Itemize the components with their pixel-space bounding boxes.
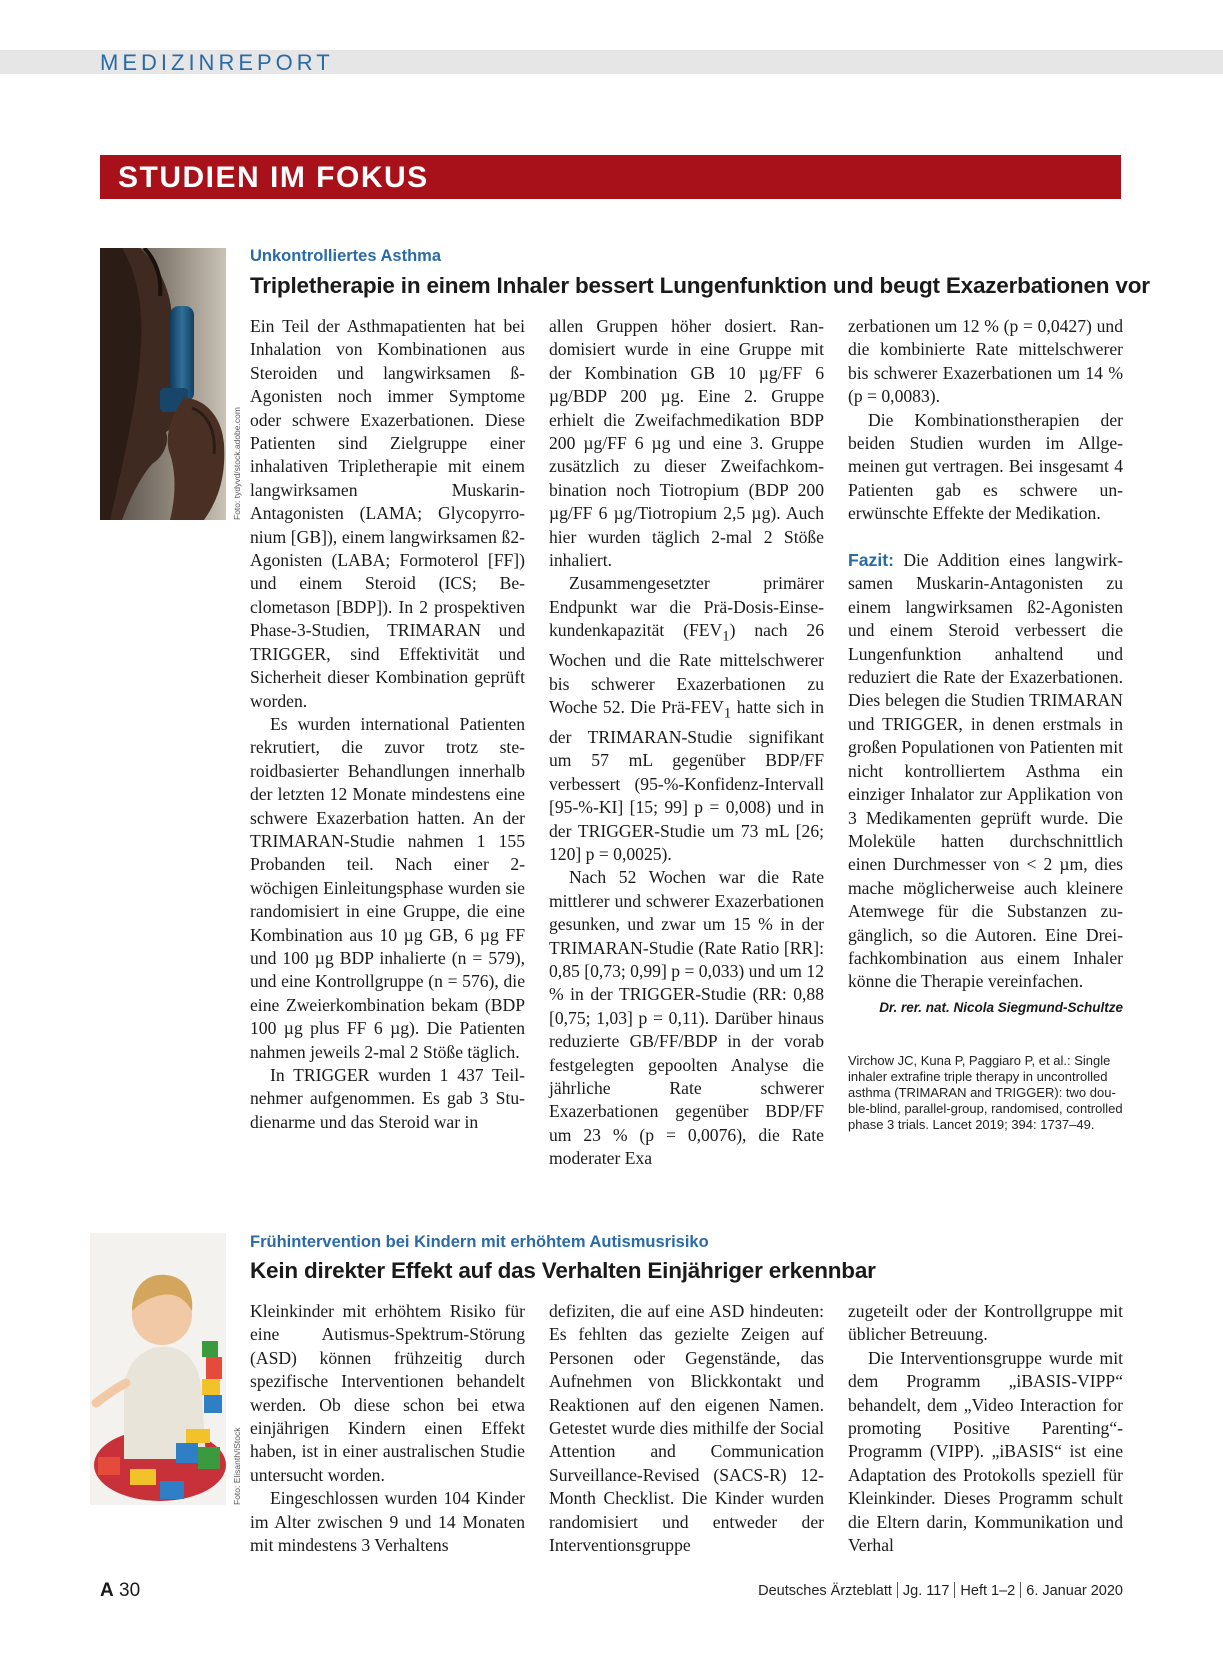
reference-citation: Virchow JC, Kuna P, Paggiaro P, et al.: Single inhaler extrafine triple therapy in uncontrolled asthma (TRIMARAN and TRIGGER): two double-blind, parallel-group, randomised, controlled phase 3 trials. Lancet 2019; 394: 1737–49. — [848, 1053, 1123, 1133]
article1-paragraph: Nach 52 Wochen war die Rate mittlerer und schwerer Exazerbationen gesunken, und zwar um 15 % in der TRIMARAN-Studie (Rate Ratio [RR]: 0,85 [0,73; 0,99] p = 0,033) und um 12 % in der TRIGGER-Studie (RR: 0,88 [0,75; 1,03] p = 0,11). Darüber hinaus reduzierte GB/FF/BDP in der vorab festgelegten gepoolten Analyse die jährliche Rate schwerer Exazerbationen gegenüber BDP/FF um 23 % (p = 0,0076), die Rate moderater Exa — [549, 867, 824, 1169]
journal-issue: Heft 1–2 — [960, 1583, 1016, 1599]
article1-paragraph — [549, 572, 824, 866]
article2-column-3 — [848, 1300, 1123, 1557]
article2-kicker: Frühintervention bei Kindern mit erhöhtem Autismusrisiko — [250, 1233, 709, 1251]
article1-paragraph: Es wurden international Patienten rekrutiert, die zuvor trotz steroidbasierter Behandlungen innerhalb der letzten 12 Monate mindestens eine schwere Exazerbation hatten. An der TRIMARAN-Studie nahmen 1 155 Probanden teil. Nach einer 2-wöchigen Einleitungsphase wurden sie randomisiert in eine Gruppe, die eine Kombination aus 10 µg GB, 6 µg FF und 100 µg BDP inhalierte (n = 579), und eine Kontrollgruppe (n = 576), die eine Zweierkombination bekam (BDP 100 µg plus FF 6 µg). Die Patienten nahmen jeweils 2-mal 2 Stöße täglich. — [250, 713, 525, 1062]
fazit-label: Fazit: — [848, 550, 894, 571]
fazit-text: Die Addition eines langwirksamen Muskarin-Antagonisten zu einem langwirksamen ß2-Agonisten und einem Steroid verbessert die Lungenfunktion anhaltend und reduziert die Rate der Exazerbationen. Dies belegen die Studien TRIMARAN und TRIGGER, in denen erstmals in großen Populationen von Patienten mit nicht kontrolliertem Asthma ein einziger Inhalator zur Applikation von 3 Medikamenten geprüft wurde. Die Moleküle hatten durchschnittlich einen Durchmesser von < 2 µm, dies mache möglicherweise auch kleinere Atemwege für die Substanzen zugänglich, so die Autoren. Eine Dreifachkombination aus einem Inhaler könne die Therapie vereinfachen. — [848, 550, 1123, 992]
article1-paragraph: allen Gruppen höher dosiert. Randomisiert wurde in eine Gruppe mit der Kombination GB 10 µg/FF 6 µg/BDP 200 µg. Eine 2. Gruppe erhielt die Zweifachmedikation BDP 200 µg/FF 6 µg und eine 3. Gruppe zusätzlich zu dieser Zweifachkombination noch Tiotropium (BDP 200 µg/FF 6 µg/Tiotropium 2,5 µg). Auch hier wurden täglich 2-mal 2 Stöße inhaliert. — [549, 316, 824, 571]
text-run: hatte sich in der TRIMARAN-Studie signifikant um 57 mL gegenüber BDP/FF verbessert (95-%-Konfidenz-Intervall [95-%-KI] [15; 99] p = 0,008) und in der TRIGGER-Studie um 73 mL [26; 120] p = 0,0025). — [549, 697, 824, 864]
journal-date: 6. Januar 2020 — [1026, 1583, 1123, 1599]
article1-column-1 — [250, 315, 525, 1134]
article2-column-1 — [250, 1300, 525, 1557]
fazit-paragraph — [848, 549, 1123, 994]
article2-paragraph: defiziten, die auf eine ASD hindeuten: Es fehlten das gezielte Zeigen auf Personen oder Gegenstände, das Aufnehmen von Blickkontakt und Reaktionen auf den eigenen Namen. Getestet wurde dies mithilfe der Social Attention and Communication Surveillance-Revised (SACS-R) 12-Month Checklist. Die Kinder wurden randomisiert und entweder der Interventionsgruppe — [549, 1301, 824, 1556]
article1-paragraph: Ein Teil der Asthmapatienten hat bei Inhalation von Kombinationen aus Steroiden und langwirksamen ß-Agonisten noch immer Symptome oder schwere Exazerbationen. Diese Patienten sind Zielgruppe einer inhalativen Tripletherapie mit einem langwirksamen Muskarin-Antagonisten (LAMA; Glycopyrronium [GB]), einem langwirksamen ß2-Agonisten (LABA; Formoterol [FF]) und einem Steroid (ICS; Beclometason [BDP]). In 2 prospektiven Phase-3-Studien, TRIMARAN und TRIGGER, sind Effektivität und Sicherheit dieser Kombination geprüft worden. — [250, 316, 525, 711]
journal-volume: Jg. 117 — [902, 1583, 950, 1599]
page-prefix: A — [100, 1580, 114, 1601]
article1-kicker: Unkontrolliertes Asthma — [250, 247, 442, 265]
page-number-value: 30 — [119, 1580, 141, 1601]
article2-paragraph: Kleinkinder mit erhöhtem Risiko für eine Autismus-Spektrum-Störung (ASD) können frühzeitig durch spezifische Interventionen behandelt werden. Ob diese schon bei etwa einjährigen Kindern einen Effekt haben, ist in einer australischen Studie untersucht worden. — [250, 1301, 525, 1485]
article2-paragraph: Die Interventionsgruppe wurde mit dem Programm „iBASIS-VIPP“ behandelt, dem „Video Interaction for promoting Positive Parenting“-Programm (VIPP). „iBASIS“ ist eine Adaptation des Protokolls speziell für Kleinkinder. Dieses Programm schult die Eltern darin, Kommunikation und Verhal — [848, 1347, 1123, 1556]
article2-column-2 — [549, 1300, 824, 1557]
photo-credit: Foto: Elisanth/iStock — [232, 1427, 242, 1505]
asthma-inhaler-photo — [100, 248, 226, 520]
divider — [954, 1582, 955, 1598]
article2-headline: Kein direkter Effekt auf das Verhalten Einjähriger erkennbar — [250, 1258, 876, 1283]
photo-credit: Foto: tydyvd/stock.adobe.com — [232, 407, 242, 520]
divider — [897, 1582, 898, 1598]
toddler-playing-photo — [90, 1233, 226, 1505]
text-run: Zusammengesetzter primärer Endpunkt war die Prä-Dosis-Einsekundenkapazität (FEV — [549, 573, 824, 641]
article1-paragraph: Die Kombinationstherapien der beiden Studien wurden im Allgemeinen gut vertragen. Bei insgesamt 4 Patienten gab es schwere unerwünschte Effekte der Medikation. — [848, 409, 1123, 524]
article2-paragraph: Eingeschlossen wurden 104 Kinder im Alter zwischen 9 und 14 Monaten mit mindestens 3 Verhaltens — [250, 1488, 525, 1556]
journal-info — [758, 1582, 1123, 1599]
article1-paragraph: In TRIGGER wurden 1 437 Teilnehmer aufgenommen. Es gab 3 Studienarme und das Steroid war in — [250, 1065, 525, 1132]
text-run: ) nach 26 Wochen und die Rate mittelschwerer bis schwerer Exazerbationen zu Woche 52. Die Prä-FEV — [549, 620, 824, 718]
subscript: 1 — [723, 705, 732, 722]
author-name: Dr. rer. nat. Nicola Siegmund-Schultze — [879, 999, 1123, 1015]
article1-paragraph: zerbationen um 12 % (p = 0,0427) und die kombinierte Rate mittelschwerer bis schwerer Exazerbationen um 14 % (p = 0,0083). — [848, 316, 1123, 407]
article2-paragraph: zugeteilt oder der Kontrollgruppe mit üblicher Betreuung. — [848, 1301, 1123, 1345]
banner-title: STUDIEN IM FOKUS — [118, 161, 429, 194]
subscript: 1 — [722, 628, 730, 645]
article1-headline: Tripletherapie in einem Inhaler bessert Lungenfunktion und beugt Exazerbationen vor — [250, 273, 1150, 298]
article1-column-3 — [848, 315, 1123, 1133]
article1-column-2 — [549, 315, 824, 1171]
section-label: MEDIZINREPORT — [100, 50, 334, 75]
divider — [1020, 1582, 1021, 1598]
section-banner — [100, 155, 1121, 199]
journal-name: Deutsches Ärzteblatt — [758, 1583, 892, 1599]
page-number — [100, 1580, 140, 1602]
